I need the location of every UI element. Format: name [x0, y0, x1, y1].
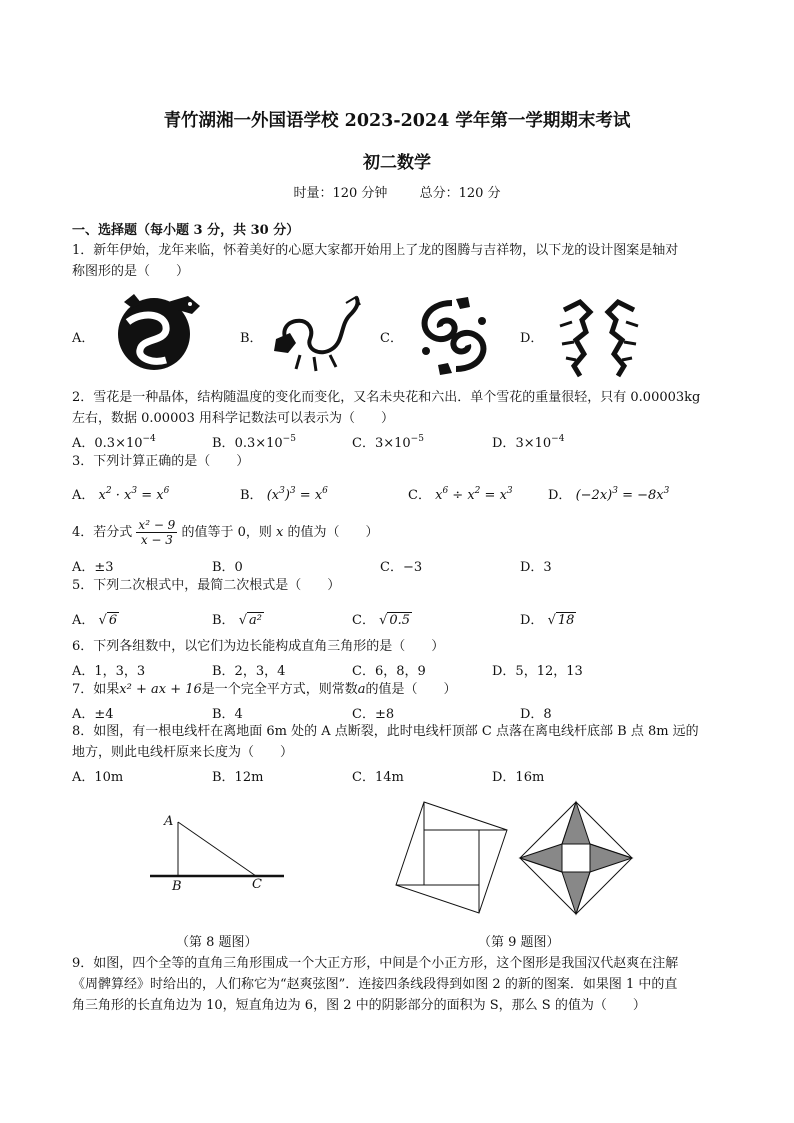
q2-option-b-exponent: −5 [282, 434, 296, 444]
q2-option-a [72, 432, 156, 451]
q2-option-c [352, 432, 424, 451]
q3-option-b: B． $(x^3)^3 = x^6$ [240, 486, 328, 503]
q3-option-d-label: D． [548, 488, 572, 503]
q8-option-c: C．14m [352, 770, 404, 785]
q6-option-c: C．6，8，9 [352, 664, 426, 679]
q1-line2: 称图形的是（ ） [72, 264, 190, 279]
figure8-label-b: B [172, 879, 182, 894]
q2-option-b [212, 432, 296, 451]
q8-option-d: D．16m [492, 770, 545, 785]
q5-option-b: B． √ a² [212, 613, 262, 628]
q5-option-d: D． √ 18 [520, 613, 575, 628]
q7-option-d: D．8 [520, 707, 552, 722]
q5-option-d-label: D． [520, 613, 544, 628]
figure9-image1-diagram [394, 800, 509, 915]
q2-line2: 左右，数据 0.00003 用科学记数法可以表示为（ ） [72, 411, 395, 426]
q6-option-b: B．2，3，4 [212, 664, 286, 679]
q3-stem: 3．下列计算正确的是（ ） [72, 454, 250, 469]
q2-option-d-exponent: −4 [551, 434, 565, 444]
section-heading: 一、选择题（每小题 3 分，共 30 分） [72, 223, 300, 238]
q7-mid: 是一个完全平方式，则常数 [201, 682, 358, 697]
q4-option-d: D．3 [520, 560, 552, 575]
q2-option-b-label: B． [212, 436, 235, 451]
figure8-caption: （第 8 题图） [176, 935, 258, 950]
q8-line1: 8．如图，有一根电线杆在离地面 6m 处的 A 点断裂，此时电线杆顶部 C 点落在离电线杆底部 B 点 8m 远的 [72, 724, 699, 739]
q4-option-a: A．±3 [72, 560, 114, 575]
q1-option-c-label: C． [380, 331, 403, 346]
figure8-label-a: A [164, 814, 174, 829]
q4-numerator: x² − 9 [138, 518, 176, 532]
q5-option-b-radicand: a² [249, 613, 262, 628]
q2-option-c-exponent: −5 [410, 434, 424, 444]
q4-post1: 的值等于 0，则 [181, 525, 272, 540]
exam-meta [0, 182, 794, 201]
q3-option-a: A． $x^2 \cdot x^3 = x^6$ [72, 486, 170, 503]
dragon-a-icon [108, 292, 208, 372]
q9-line3: 角三角形的长直角边为 10，短直角边为 6，图 2 中的阴影部分的面积为 S，那么 S 的值为（ ） [72, 998, 646, 1013]
q4-var: x [276, 525, 284, 540]
q5-option-a: A． √ 6 [72, 613, 118, 628]
q7-pre: 7．如果 [72, 682, 120, 697]
exam-title: 青竹湖湘一外国语学校 2023-2024 学年第一学期期末考试 [163, 111, 631, 131]
q6-option-d: D．5，12，13 [492, 664, 583, 679]
q2-option-a-mantissa: 0.3×10 [94, 436, 143, 451]
q2-line1: 2．雪花是一种晶体，结构随温度的变化而变化，又名未央花和六出．单个雪花的重量很轻，只有 0.00003kg [72, 390, 701, 405]
q7-stem [72, 680, 457, 700]
q5-stem: 5．下列二次根式中，最简二次根式是（ ） [72, 578, 341, 593]
q3-option-c-label: C． [408, 488, 431, 503]
q4-option-c: C．−3 [380, 560, 423, 575]
q3-option-b-label: B． [240, 488, 263, 503]
q7-post: 的值是（ ） [365, 682, 457, 697]
q7-option-c: C．±8 [352, 707, 395, 722]
q1-option-a-label: A． [72, 331, 95, 346]
q4-fraction [136, 518, 177, 547]
q2-option-a-exponent: −4 [142, 434, 156, 444]
q8-option-b: B．12m [212, 770, 264, 785]
figure8-label-c: C [252, 877, 262, 892]
q2-option-d [492, 432, 564, 451]
q2-option-d-label: D． [492, 436, 516, 451]
dragon-b-icon [270, 295, 366, 375]
q5-option-a-label: A． [72, 613, 95, 628]
q8-option-a: A．10m [72, 770, 124, 785]
q3-option-d: D． $(-2x)^3 = -8x^3$ [548, 486, 670, 503]
q3-option-a-label: A． [72, 488, 95, 503]
q5-option-b-label: B． [212, 613, 235, 628]
q5-option-c-radicand: 0.5 [389, 613, 411, 628]
exam-time: 时量：120 分钟 [293, 186, 388, 201]
q7-var: a [357, 682, 366, 697]
q4-pre: 4．若分式 [72, 525, 133, 540]
q5-option-a-radicand: 6 [108, 613, 118, 628]
q1-option-d-label: D． [520, 331, 544, 346]
q1-option-b-label: B． [240, 331, 263, 346]
q6-option-a: A．1，3，3 [72, 664, 146, 679]
q7-option-b: B．4 [212, 707, 243, 722]
q1-line1: 1．新年伊始，龙年来临，怀着美好的心愿大家都开始用上了龙的图腾与吉祥物，以下龙的设计图案是轴对 [72, 243, 679, 258]
figure9-image2-diagram [518, 800, 634, 916]
q2-option-c-label: C． [352, 436, 375, 451]
dragon-d-icon [556, 296, 642, 378]
q2-option-a-label: A． [72, 436, 95, 451]
q9-line2: 《周髀算经》时给出的，人们称它为“赵爽弦图”．连接四条线段得到如图 2 的新的图案．如果图 1 中的直 [72, 977, 678, 992]
q2-option-c-mantissa: 3×10 [374, 436, 411, 451]
q3-option-c: C． $x^6 \div x^2 = x^3$ [408, 486, 513, 503]
q7-option-a: A．±4 [72, 707, 114, 722]
q9-line1: 9．如图，四个全等的直角三角形围成一个大正方形，中间是个小正方形，这个图形是我国汉代赵爽在注解 [72, 956, 679, 971]
q5-option-c-label: C． [352, 613, 375, 628]
dragon-c-icon [412, 295, 496, 377]
q4-stem [72, 518, 379, 548]
exam-subtitle: 初二数学 [363, 153, 431, 173]
q6-stem: 6．下列各组数中，以它们为边长能构成直角三角形的是（ ） [72, 639, 445, 654]
exam-score: 总分：120 分 [419, 186, 501, 201]
q4-post2: 的值为（ ） [287, 525, 379, 540]
figure9-caption: （第 9 题图） [478, 935, 560, 950]
q5-option-c: C． √ 0.5 [352, 613, 411, 628]
q2-option-b-mantissa: 0.3×10 [234, 436, 283, 451]
q4-denominator: x − 3 [140, 533, 173, 547]
q7-expression: x² + ax + 16 [119, 682, 202, 697]
q2-option-d-mantissa: 3×10 [515, 436, 552, 451]
q8-line2: 地方，则此电线杆原来长度为（ ） [72, 745, 294, 760]
q4-option-b: B．0 [212, 560, 243, 575]
q5-option-d-radicand: 18 [557, 613, 575, 628]
